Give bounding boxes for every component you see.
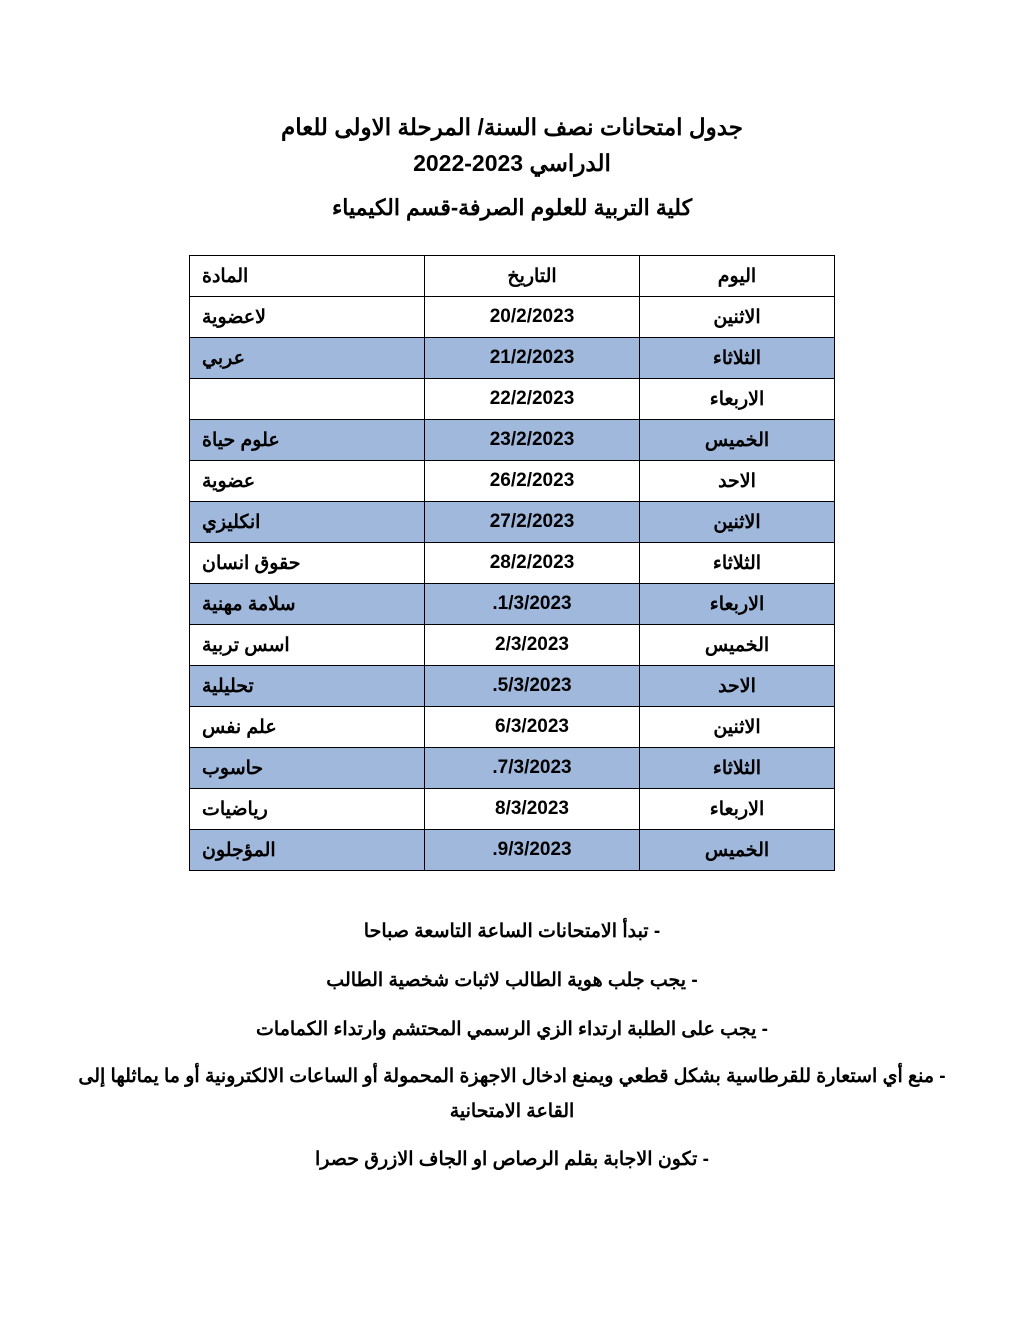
cell-day: الخميس — [640, 625, 835, 666]
cell-date: 6/3/2023 — [425, 707, 640, 748]
table-row — [190, 707, 835, 748]
cell-subject — [190, 379, 425, 420]
cell-date: 22/2/2023 — [425, 379, 640, 420]
table-row — [190, 379, 835, 420]
cell-date: 8/3/2023 — [425, 789, 640, 830]
note-item: - منع أي استعارة للقرطاسية بشكل قطعي ويمنع ادخال الاجهزة المحمولة أو الساعات الالكترونية أو ما يماثلها إلى القاعة الامتحانية — [78, 1066, 946, 1122]
cell-subject: تحليلية — [190, 666, 425, 707]
cell-subject: عضوية — [190, 461, 425, 502]
cell-day: الثلاثاء — [640, 748, 835, 789]
exam-schedule-table — [189, 255, 835, 871]
header-subject: المادة — [190, 256, 425, 297]
cell-date: 26/2/2023 — [425, 461, 640, 502]
title-line-1: جدول امتحانات نصف السنة/ المرحلة الاولى للعام — [280, 114, 744, 140]
schedule-table-container — [60, 255, 964, 871]
cell-date: 1/3/2023. — [425, 584, 640, 625]
cell-subject: المؤجلون — [190, 830, 425, 871]
cell-date: 27/2/2023 — [425, 502, 640, 543]
table-row — [190, 666, 835, 707]
table-body — [190, 297, 835, 871]
cell-subject: عربي — [190, 338, 425, 379]
cell-date: 2/3/2023 — [425, 625, 640, 666]
cell-day: الاثنين — [640, 707, 835, 748]
table-row — [190, 625, 835, 666]
notes-list — [60, 913, 964, 1178]
cell-subject: اسس تربية — [190, 625, 425, 666]
cell-subject: علم نفس — [190, 707, 425, 748]
table-row — [190, 297, 835, 338]
cell-day: الاربعاء — [640, 789, 835, 830]
table-row — [190, 748, 835, 789]
cell-subject: سلامة مهنية — [190, 584, 425, 625]
cell-date: 23/2/2023 — [425, 420, 640, 461]
table-row — [190, 830, 835, 871]
table-row — [190, 338, 835, 379]
cell-date: 20/2/2023 — [425, 297, 640, 338]
cell-day: الثلاثاء — [640, 543, 835, 584]
table-row — [190, 543, 835, 584]
cell-day: الخميس — [640, 830, 835, 871]
cell-subject: لاعضوية — [190, 297, 425, 338]
cell-day: الثلاثاء — [640, 338, 835, 379]
cell-day: الاربعاء — [640, 584, 835, 625]
cell-date: 21/2/2023 — [425, 338, 640, 379]
cell-day: الاحد — [640, 461, 835, 502]
note-item: - يجب على الطلبة ارتداء الزي الرسمي المحتشم وارتداء الكمامات — [256, 1019, 768, 1041]
cell-day: الاثنين — [640, 502, 835, 543]
cell-subject: انكليزي — [190, 502, 425, 543]
cell-day: الخميس — [640, 420, 835, 461]
page-subtitle: كلية التربية للعلوم الصرفة-قسم الكيمياء — [331, 195, 693, 221]
cell-subject: رياضيات — [190, 789, 425, 830]
table-row — [190, 789, 835, 830]
cell-subject: علوم حياة — [190, 420, 425, 461]
cell-subject: حقوق انسان — [190, 543, 425, 584]
cell-date: 28/2/2023 — [425, 543, 640, 584]
page-title — [202, 110, 822, 181]
note-item: - تكون الاجابة بقلم الرصاص او الجاف الازرق حصرا — [315, 1148, 709, 1170]
cell-day: الاحد — [640, 666, 835, 707]
cell-day: الاثنين — [640, 297, 835, 338]
header-day: اليوم — [640, 256, 835, 297]
table-row — [190, 584, 835, 625]
table-row — [190, 502, 835, 543]
note-item: - تبدأ الامتحانات الساعة التاسعة صباحا — [363, 921, 661, 943]
cell-date: 7/3/2023. — [425, 748, 640, 789]
cell-day: الاربعاء — [640, 379, 835, 420]
table-row — [190, 461, 835, 502]
cell-date: 9/3/2023. — [425, 830, 640, 871]
table-row — [190, 420, 835, 461]
title-line-2: الدراسي 2023-2022 — [413, 149, 611, 176]
table-header-row — [190, 256, 835, 297]
table-header — [190, 256, 835, 297]
header-date: التاريخ — [425, 256, 640, 297]
cell-subject: حاسوب — [190, 748, 425, 789]
note-item: - يجب جلب هوية الطالب لاثبات شخصية الطالب — [326, 970, 698, 992]
cell-date: 5/3/2023. — [425, 666, 640, 707]
